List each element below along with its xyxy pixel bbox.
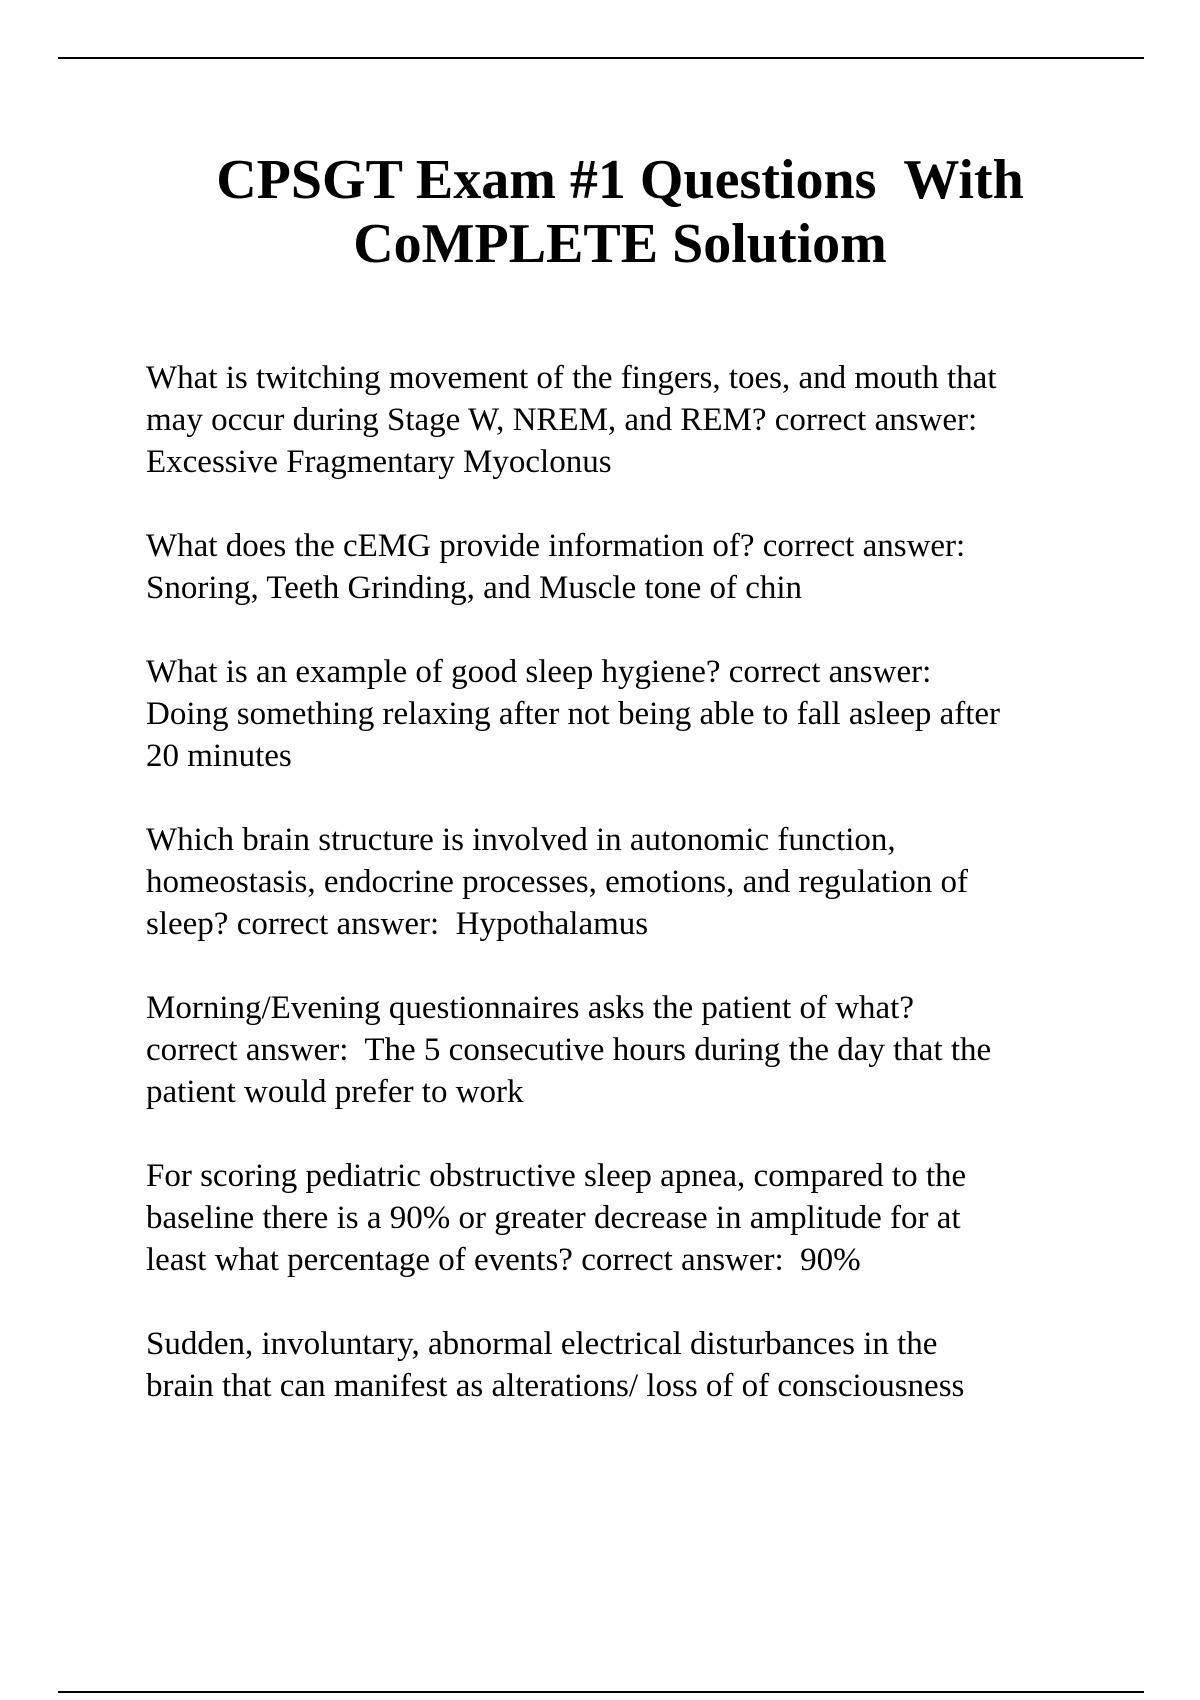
bottom-rule [58, 1691, 1144, 1693]
qa-item-6: For scoring pediatric obstructive sleep apnea, compared to the baseline there is a 90% or greater decrease in amplitude for at least what percentage of events? correct answer: 90% [146, 1158, 967, 1278]
qa-item-1: What is twitching movement of the fingers, toes, and mouth that may occur during Stage W, NREM, and REM? correct answer: Excessive Fragmentary Myoclonus [146, 360, 997, 480]
qa-list [146, 357, 1106, 1449]
qa-item-5: Morning/Evening questionnaires asks the patient of what? correct answer: The 5 consecutive hours during the day that the patient would prefer to work [146, 990, 992, 1110]
qa-item-3: What is an example of good sleep hygiene? correct answer: Doing something relaxing after not being able to fall asleep after 20 minutes [146, 654, 1001, 774]
top-rule [58, 57, 1144, 59]
qa-item-4: Which brain structure is involved in autonomic function, homeostasis, endocrine processes, emotions, and regulation of sleep? correct answer: Hypothalamus [146, 822, 969, 942]
qa-item-7: Sudden, involuntary, abnormal electrical disturbances in the brain that can manifest as alterations/ loss of of consciousness [146, 1326, 965, 1404]
qa-item-2: What does the cEMG provide information of? correct answer: Snoring, Teeth Grinding, and Muscle tone of chin [146, 528, 966, 606]
page-title: CPSGT Exam #1 Questions With CoMPLETE Solutiom [216, 149, 1024, 275]
